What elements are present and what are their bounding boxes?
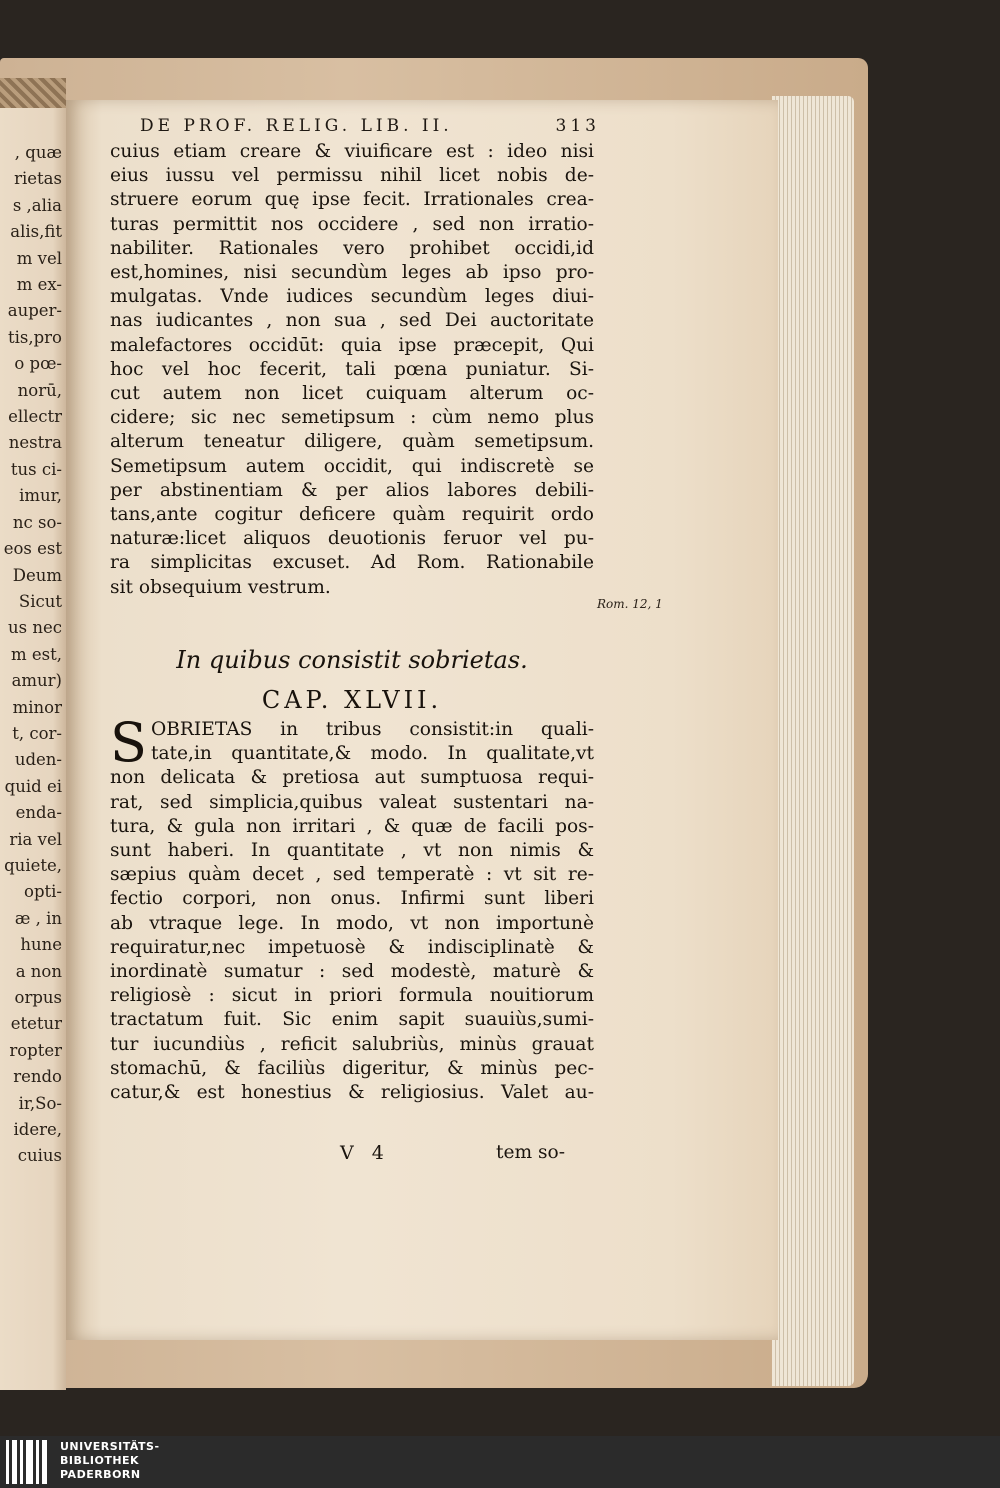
text-line: cuius xyxy=(17,1146,62,1166)
text-line: naturæ:licet aliquos deuotionis feruor vel pu- xyxy=(110,528,594,550)
text-line: nestra xyxy=(8,433,62,453)
text-line: mulgatas. Vnde iudices secundùm leges diui- xyxy=(110,286,594,308)
text-line: o pœ- xyxy=(14,354,62,374)
text-line: ab vtraque lege. In modo, vt non importunè xyxy=(110,912,594,934)
text-line: ra simplicitas excuset. Ad Rom. Rationabile xyxy=(110,552,594,574)
text-line: cidere; sic nec semetipsum : cùm nemo plus xyxy=(110,407,594,429)
text-line: amur) xyxy=(11,671,62,691)
text-line: m ex- xyxy=(16,275,62,295)
text-line: eos est xyxy=(3,539,62,559)
text-line: cut autem non licet cuiquam alterum oc- xyxy=(110,383,594,405)
text-line: cuius etiam creare & viuificare est : ideo nisi xyxy=(110,141,594,162)
text-line: tus ci- xyxy=(10,459,62,479)
text-line: nc so- xyxy=(12,512,62,532)
text-line: enda- xyxy=(15,803,62,823)
text-line: per abstinentiam & per alios labores debili- xyxy=(110,479,594,501)
catchword: tem so- xyxy=(496,1142,566,1163)
library-logo-text xyxy=(60,1440,160,1482)
text-line: Sicut xyxy=(18,591,62,611)
text-line: catur,& est honestius & religiosius. Valet au- xyxy=(110,1082,594,1104)
text-line: sunt haberi. In quantitate , vt non nimis & xyxy=(110,840,594,862)
running-head-title: DE PROF. RELIG. LIB. II. xyxy=(140,116,453,136)
text-line: ria vel xyxy=(9,829,62,849)
left-page-text-fragments xyxy=(0,140,62,1170)
text-line: alis,fit xyxy=(10,222,62,242)
signature-mark: V 4 xyxy=(340,1142,390,1164)
text-line: hune xyxy=(20,935,62,955)
text-line: , quæ xyxy=(14,143,62,162)
text-line: tura, & gula non irritari , & quæ de facili pos- xyxy=(110,815,594,837)
text-line: ellectr xyxy=(8,407,62,427)
text-line: eius iussu vel permissu nihil licet nobis de- xyxy=(110,165,594,187)
text-line: religiosè : sicut in priori formula nouitiorum xyxy=(110,985,594,1007)
text-line: rietas xyxy=(14,169,62,189)
text-line: tans,ante cogitur deficere quàm requirit ordo xyxy=(110,504,594,526)
text-line: fectio corpori, non onus. Infirmi sunt liberi xyxy=(110,888,594,910)
text-line: sit obsequium vestrum. xyxy=(110,576,331,598)
left-binding-strip xyxy=(0,78,66,108)
text-line: æ , in xyxy=(14,908,62,928)
text-line: norū, xyxy=(17,380,62,400)
text-line: rendo xyxy=(13,1067,62,1087)
marginal-note: Rom. 12, 1 xyxy=(597,597,663,611)
text-line: m est, xyxy=(11,644,62,664)
text-line: Deum xyxy=(12,565,62,585)
text-line: hoc vel hoc fecerit, tali pœna puniatur. Si- xyxy=(110,358,594,380)
logo-line-3: PADERBORN xyxy=(60,1468,141,1481)
drop-capital: S xyxy=(110,711,147,774)
text-line: struere eorum quę ipse fecit. Irrationales crea- xyxy=(110,189,594,211)
text-line: minor xyxy=(12,697,62,717)
library-logo-icon xyxy=(6,1440,52,1484)
text-line: ir,So- xyxy=(18,1093,62,1113)
text-line: imur, xyxy=(19,486,62,506)
text-line: Semetipsum autem occidit, qui indiscretè se xyxy=(110,455,594,477)
chapter-label: CAP. XLVII. xyxy=(261,686,443,714)
text-line: uden- xyxy=(14,750,62,770)
text-line: orpus xyxy=(14,988,62,1007)
text-line: tate,in quantitate,& modo. In qualitate,vt xyxy=(151,743,594,765)
text-line: nas iudicantes , non sua , sed Dei auctoritate xyxy=(110,310,594,332)
text-line: inordinatè sumatur : sed modestè, maturè & xyxy=(110,961,594,983)
text-line: m vel xyxy=(16,248,62,268)
text-line: tractatum fuit. Sic enim sapit suauiùs,sumi- xyxy=(110,1009,594,1031)
text-line: quid ei xyxy=(4,776,62,796)
text-line: OBRIETAS in tribus consistit:in quali- xyxy=(151,719,594,740)
text-line: t, cor- xyxy=(12,723,62,743)
text-line: nabiliter. Rationales vero prohibet occidi,id xyxy=(110,237,594,259)
text-line: turas permittit nos occidere , sed non irratio- xyxy=(110,213,594,235)
text-line: requiratur,nec impetuosè & indisciplinatè & xyxy=(110,936,594,958)
chapter-text xyxy=(110,711,594,1105)
text-line: idere, xyxy=(13,1120,62,1140)
text-line: tur iucundiùs , reficit salubriùs, minùs grauat xyxy=(110,1033,594,1055)
body-text xyxy=(110,140,594,600)
text-line: ropter xyxy=(9,1040,62,1060)
text-line: stomachū, & faciliùs digeritur, & minùs pec- xyxy=(110,1057,594,1079)
logo-line-2: BIBLIOTHEK xyxy=(60,1454,140,1467)
text-line: auper- xyxy=(7,301,62,321)
logo-line-1: UNIVERSITÄTS- xyxy=(60,1440,160,1453)
text-line: rat, sed simplicia,quibus valeat sustentari na- xyxy=(110,791,594,813)
text-line: non delicata & pretiosa aut sumptuosa requi- xyxy=(110,767,594,789)
text-line: opti- xyxy=(24,882,62,902)
text-line: est,homines, nisi secundùm leges ab ipso pro- xyxy=(110,262,594,284)
text-line: us nec xyxy=(8,618,62,638)
text-line: a non xyxy=(15,961,62,981)
text-line: alterum teneatur diligere, quàm semetipsum. xyxy=(110,431,594,453)
running-head xyxy=(140,116,600,136)
page-edges xyxy=(772,96,854,1386)
text-line: tis,pro xyxy=(7,327,62,347)
text-line: sæpius quàm decet , sed temperatè : vt sit re- xyxy=(110,864,594,886)
page-number: 313 xyxy=(555,116,600,136)
text-line: etetur xyxy=(10,1014,62,1034)
text-line: s ,alia xyxy=(12,195,62,215)
section-heading: In quibus consistit sobrietas. xyxy=(176,646,528,674)
text-line: quiete, xyxy=(4,855,62,875)
text-line: malefactores occidūt: quia ipse præcepit, Qui xyxy=(110,334,594,356)
